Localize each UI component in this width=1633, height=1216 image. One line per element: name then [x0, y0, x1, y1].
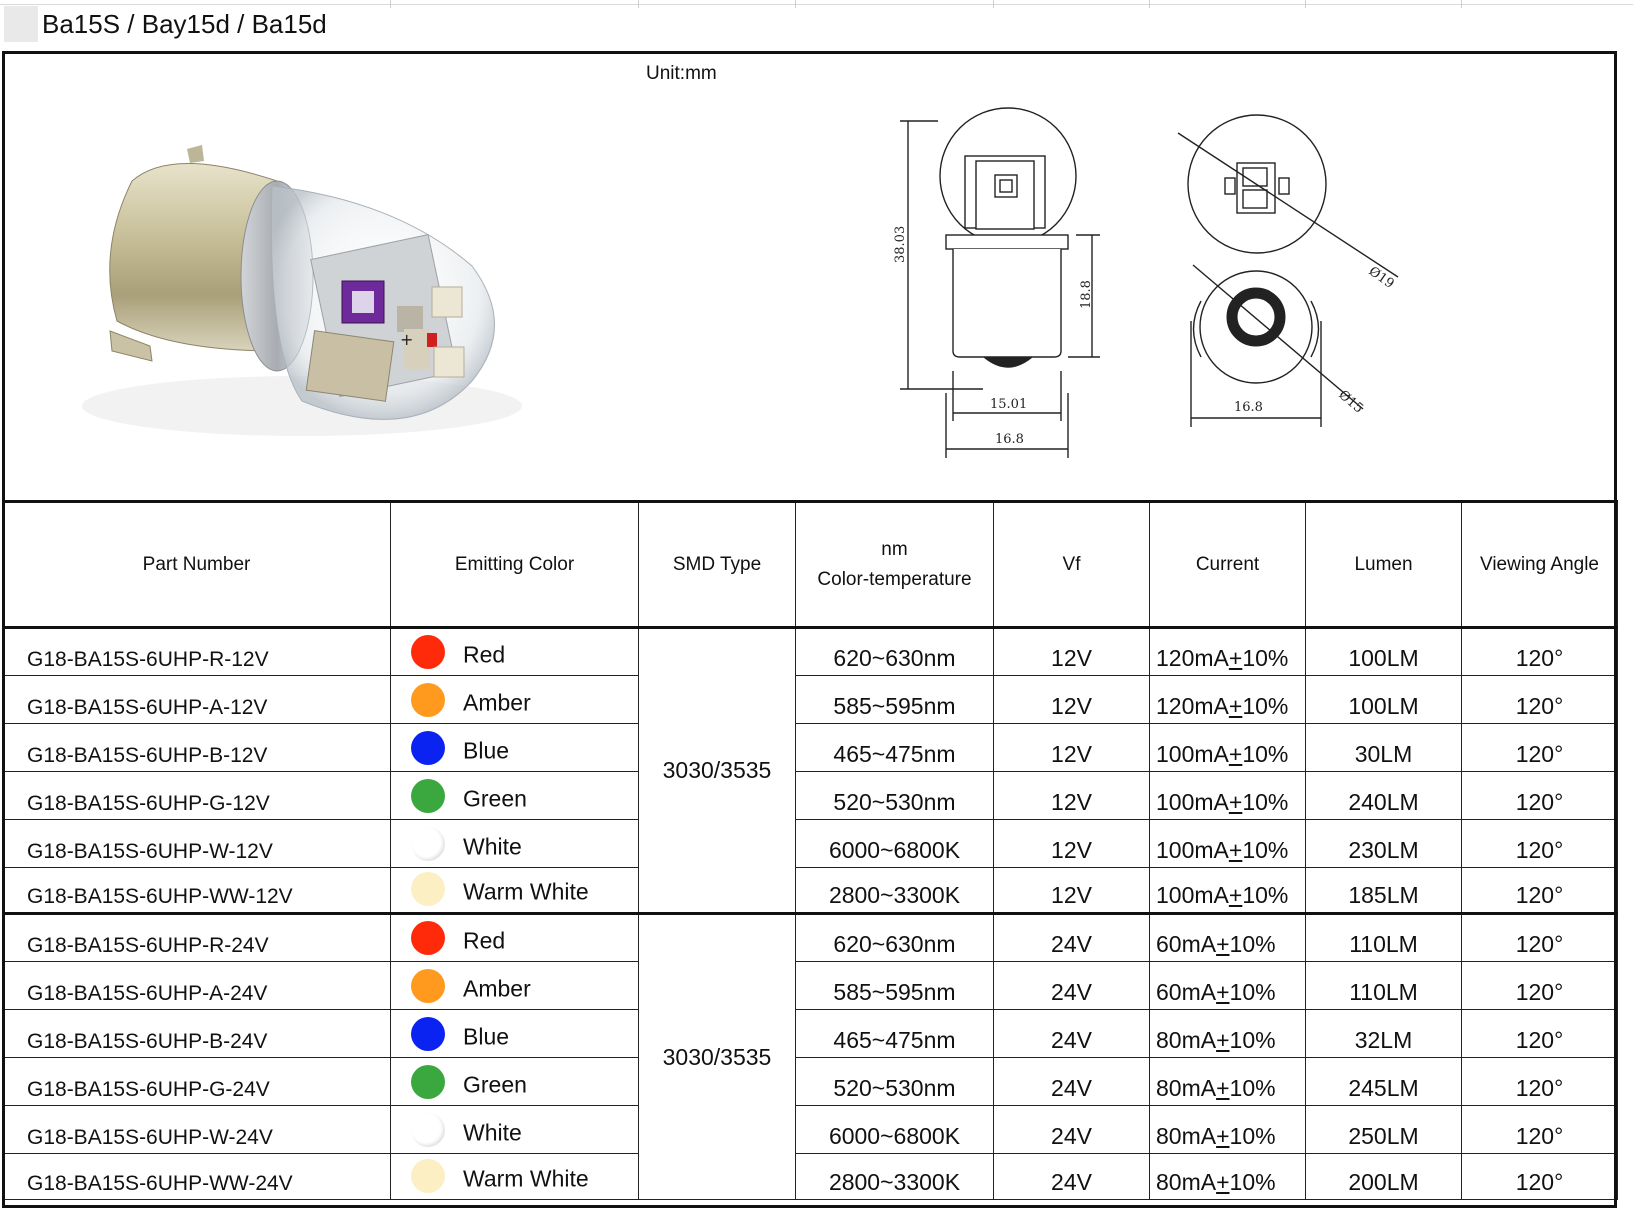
lumen-cell: 110LM [1306, 914, 1462, 962]
current-tolerance: 10% [1229, 1123, 1276, 1149]
current-value: 100mA [1156, 882, 1229, 908]
current-tolerance: 10% [1229, 1075, 1276, 1101]
lumen-cell: 32LM [1306, 1010, 1462, 1058]
current-value: 100mA [1156, 837, 1229, 863]
plus-minus-sign: + [1228, 645, 1243, 671]
wavelength-cell: 585~595nm [796, 676, 994, 724]
current-tolerance: 10% [1242, 882, 1289, 908]
color-name: Warm White [463, 1165, 589, 1192]
color-name: Red [463, 927, 506, 954]
color-name: Green [463, 785, 527, 812]
viewing-angle-cell: 120° [1462, 628, 1618, 676]
wavelength-cell: 520~530nm [796, 1058, 994, 1106]
current-value: 80mA [1156, 1169, 1217, 1195]
part-number-cell: G18-BA15S-6UHP-A-12V [3, 676, 391, 724]
vf-cell: 12V [994, 724, 1150, 772]
current-value: 120mA [1156, 693, 1229, 719]
viewing-angle-cell: 120° [1462, 724, 1618, 772]
col-header-emitting-color: Emitting Color [391, 502, 639, 628]
color-name: Green [463, 1071, 527, 1098]
wavelength-cell: 620~630nm [796, 628, 994, 676]
current-value: 120mA [1156, 645, 1229, 671]
col-header-current: Current [1150, 502, 1306, 628]
color-name: Amber [463, 975, 531, 1002]
col-header-wavelength-nm: nm [881, 538, 908, 560]
plus-minus-sign: + [1216, 1027, 1230, 1053]
top-grid-line [0, 4, 1633, 5]
lumen-cell: 250LM [1306, 1106, 1462, 1154]
wavelength-cell: 2800~3300K [796, 868, 994, 914]
viewing-angle-cell: 120° [1462, 1010, 1618, 1058]
unit-label: Unit:mm [646, 63, 717, 84]
plus-minus-sign: + [1216, 979, 1230, 1005]
part-number-cell: G18-BA15S-6UHP-B-12V [3, 724, 391, 772]
col-header-viewing-angle: Viewing Angle [1462, 502, 1618, 628]
part-number-cell: G18-BA15S-6UHP-B-24V [3, 1010, 391, 1058]
viewing-angle-cell: 120° [1462, 1106, 1618, 1154]
current-tolerance: 10% [1229, 931, 1276, 957]
wavelength-cell: 465~475nm [796, 724, 994, 772]
current-tolerance: 10% [1229, 1169, 1276, 1195]
part-number-cell: G18-BA15S-6UHP-WW-12V [3, 868, 391, 914]
viewing-angle-cell: 120° [1462, 676, 1618, 724]
current-tolerance: 10% [1229, 1027, 1276, 1053]
page-title: Ba15S / Bay15d / Ba15d [42, 9, 327, 39]
vf-cell: 24V [994, 1106, 1150, 1154]
wavelength-cell: 620~630nm [796, 914, 994, 962]
smd-type-cell: 3030/3535 [639, 628, 796, 914]
vf-cell: 12V [994, 820, 1150, 868]
dim-diameter-top: Ø19 [1365, 263, 1397, 292]
grid-divider [638, 0, 639, 8]
lumen-cell: 200LM [1306, 1154, 1462, 1200]
viewing-angle-cell: 120° [1462, 1154, 1618, 1200]
part-number-cell: G18-BA15S-6UHP-W-12V [3, 820, 391, 868]
wavelength-cell: 520~530nm [796, 772, 994, 820]
dim-width-bottom: 16.8 [1234, 400, 1263, 415]
dim-base-height: 18.8 [1079, 280, 1094, 309]
vf-cell: 24V [994, 962, 1150, 1010]
lumen-cell: 100LM [1306, 676, 1462, 724]
col-header-vf: Vf [994, 502, 1150, 628]
current-tolerance: 10% [1242, 837, 1289, 863]
part-number-cell: G18-BA15S-6UHP-G-24V [3, 1058, 391, 1106]
plus-minus-sign: + [1216, 931, 1230, 957]
vf-cell: 24V [994, 914, 1150, 962]
vf-cell: 12V [994, 772, 1150, 820]
current-value: 60mA [1156, 931, 1217, 957]
color-name: Blue [463, 1023, 510, 1050]
viewing-angle-cell: 120° [1462, 962, 1618, 1010]
viewing-angle-cell: 120° [1462, 1058, 1618, 1106]
plus-minus-sign: + [1216, 1169, 1230, 1195]
grid-divider [795, 0, 796, 8]
dim-diameter-bottom: Ø15 [1335, 387, 1366, 417]
current-value: 60mA [1156, 979, 1217, 1005]
grid-divider [993, 0, 994, 8]
current-tolerance: 10% [1229, 979, 1276, 1005]
wavelength-cell: 2800~3300K [796, 1154, 994, 1200]
part-number-cell: G18-BA15S-6UHP-R-24V [3, 914, 391, 962]
wavelength-cell: 465~475nm [796, 1010, 994, 1058]
lumen-cell: 100LM [1306, 628, 1462, 676]
smd-type-cell: 3030/3535 [639, 914, 796, 1200]
current-tolerance: 10% [1242, 645, 1289, 671]
current-value: 80mA [1156, 1075, 1217, 1101]
wavelength-cell: 585~595nm [796, 962, 994, 1010]
sheet-header [0, 0, 1633, 52]
part-number-cell: G18-BA15S-6UHP-G-12V [3, 772, 391, 820]
viewing-angle-cell: 120° [1462, 772, 1618, 820]
part-number-cell: G18-BA15S-6UHP-A-24V [3, 962, 391, 1010]
color-name: Blue [463, 737, 510, 764]
dim-height: 38.03 [893, 225, 908, 263]
plus-minus-sign: + [1228, 837, 1243, 863]
vf-cell: 24V [994, 1010, 1150, 1058]
viewing-angle-cell: 120° [1462, 868, 1618, 914]
plus-minus-sign: + [1228, 741, 1243, 767]
plus-minus-sign: + [1228, 693, 1243, 719]
grid-divider [1149, 0, 1150, 8]
current-value: 80mA [1156, 1123, 1217, 1149]
dim-width: 16.8 [995, 432, 1024, 447]
color-name: Warm White [463, 878, 589, 905]
lumen-cell: 185LM [1306, 868, 1462, 914]
plus-minus-sign: + [1216, 1123, 1230, 1149]
part-number-cell: G18-BA15S-6UHP-R-12V [3, 628, 391, 676]
current-tolerance: 10% [1242, 741, 1289, 767]
col-header-lumen: Lumen [1306, 502, 1462, 628]
color-name: White [463, 833, 522, 860]
current-tolerance: 10% [1242, 789, 1289, 815]
current-value: 80mA [1156, 1027, 1217, 1053]
color-name: White [463, 1119, 522, 1146]
current-value: 100mA [1156, 789, 1229, 815]
lumen-cell: 245LM [1306, 1058, 1462, 1106]
vf-cell: 12V [994, 676, 1150, 724]
wavelength-cell: 6000~6800K [796, 820, 994, 868]
row-header-cell[interactable] [4, 6, 38, 42]
sheet-frame [2, 51, 1617, 1208]
lumen-cell: 30LM [1306, 724, 1462, 772]
current-value: 100mA [1156, 741, 1229, 767]
viewing-angle-cell: 120° [1462, 820, 1618, 868]
col-header-part-number: Part Number [3, 502, 391, 628]
part-number-cell: G18-BA15S-6UHP-W-24V [3, 1106, 391, 1154]
color-name: Red [463, 641, 506, 668]
plus-minus-sign: + [1216, 1075, 1230, 1101]
dim-base-width: 15.01 [990, 397, 1028, 412]
vf-cell: 12V [994, 628, 1150, 676]
lumen-cell: 240LM [1306, 772, 1462, 820]
grid-divider [1305, 0, 1306, 8]
plus-minus-sign: + [1228, 789, 1243, 815]
plus-minus-sign: + [1228, 882, 1243, 908]
col-header-color-temperature: Color-temperature [817, 568, 972, 590]
viewing-angle-cell: 120° [1462, 914, 1618, 962]
col-header-smd-type: SMD Type [639, 502, 796, 628]
lumen-cell: 110LM [1306, 962, 1462, 1010]
wavelength-cell: 6000~6800K [796, 1106, 994, 1154]
vf-cell: 24V [994, 1154, 1150, 1200]
grid-divider [1461, 0, 1462, 8]
vf-cell: 12V [994, 868, 1150, 914]
part-number-cell: G18-BA15S-6UHP-WW-24V [3, 1154, 391, 1200]
current-tolerance: 10% [1242, 693, 1289, 719]
lumen-cell: 230LM [1306, 820, 1462, 868]
svg-text:+: + [400, 330, 414, 349]
grid-divider [390, 0, 391, 8]
color-name: Amber [463, 689, 531, 716]
vf-cell: 24V [994, 1058, 1150, 1106]
